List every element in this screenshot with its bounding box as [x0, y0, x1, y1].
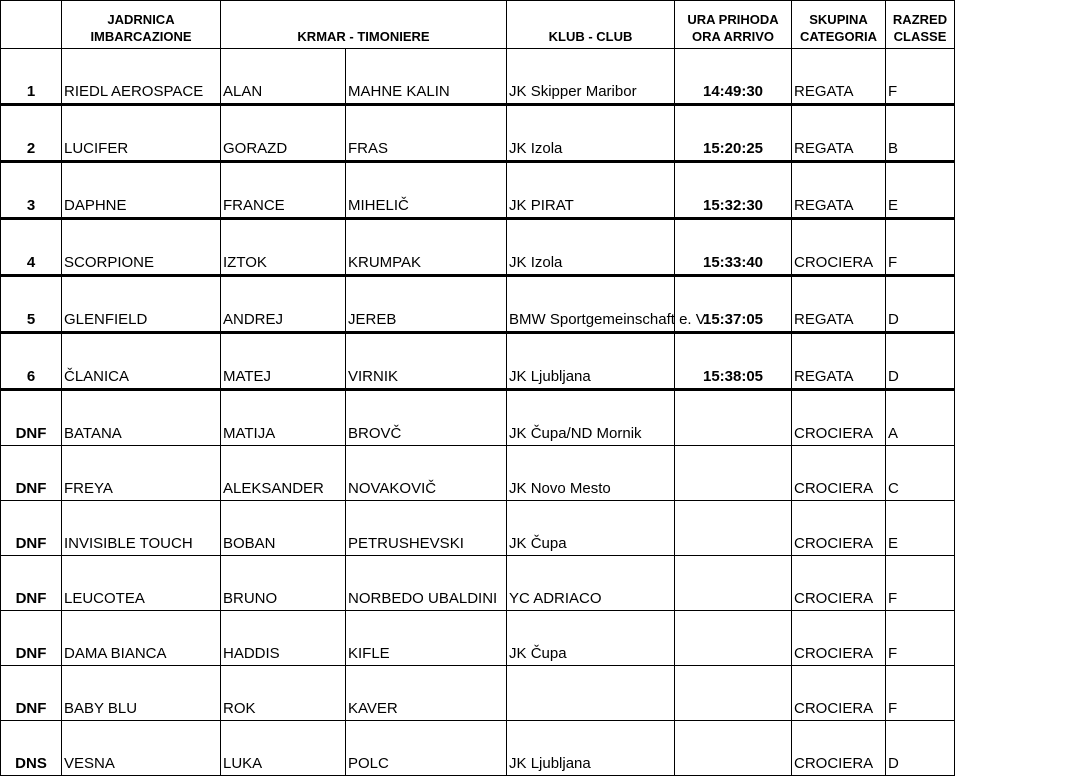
- category-cell: CROCIERA: [792, 219, 886, 276]
- boat-name-cell: BABY BLU: [62, 666, 221, 721]
- category-cell: CROCIERA: [792, 611, 886, 666]
- boat-name-cell: DAMA BIANCA: [62, 611, 221, 666]
- position-cell: 4: [1, 219, 62, 276]
- class-cell: D: [886, 276, 955, 333]
- category-cell: CROCIERA: [792, 446, 886, 501]
- arrival-time-cell: 15:20:25: [675, 105, 792, 162]
- header-boat: JADRNICA IMBARCAZIONE: [62, 1, 221, 49]
- skipper-first-name-cell: MATIJA: [221, 390, 346, 446]
- boat-name-cell: INVISIBLE TOUCH: [62, 501, 221, 556]
- boat-name-cell: DAPHNE: [62, 162, 221, 219]
- club-cell: YC ADRIACO: [507, 556, 675, 611]
- table-row: [1, 721, 955, 776]
- category-cell: REGATA: [792, 276, 886, 333]
- skipper-first-name-cell: HADDIS: [221, 611, 346, 666]
- boat-name-cell: LUCIFER: [62, 105, 221, 162]
- boat-name-cell: GLENFIELD: [62, 276, 221, 333]
- arrival-time-cell: [675, 556, 792, 611]
- skipper-first-name-cell: FRANCE: [221, 162, 346, 219]
- category-cell: REGATA: [792, 49, 886, 105]
- boat-name-cell: ČLANICA: [62, 333, 221, 390]
- skipper-last-name-cell: MIHELIČ: [346, 162, 507, 219]
- club-cell: BMW Sportgemeinschaft e. V.: [507, 276, 675, 333]
- arrival-time-cell: 15:37:05: [675, 276, 792, 333]
- skipper-first-name-cell: MATEJ: [221, 333, 346, 390]
- club-cell: JK Čupa/ND Mornik: [507, 390, 675, 446]
- class-cell: D: [886, 721, 955, 776]
- category-cell: CROCIERA: [792, 390, 886, 446]
- table-row: [1, 162, 955, 219]
- club-cell: JK PIRAT: [507, 162, 675, 219]
- arrival-time-cell: 15:33:40: [675, 219, 792, 276]
- class-cell: D: [886, 333, 955, 390]
- club-cell: JK Čupa: [507, 501, 675, 556]
- position-cell: 6: [1, 333, 62, 390]
- position-cell: 2: [1, 105, 62, 162]
- table-row: [1, 446, 955, 501]
- class-cell: F: [886, 219, 955, 276]
- header-category: SKUPINA CATEGORIA: [792, 1, 886, 49]
- club-cell: JK Ljubljana: [507, 721, 675, 776]
- class-cell: A: [886, 390, 955, 446]
- arrival-time-cell: [675, 390, 792, 446]
- club-cell: [507, 666, 675, 721]
- skipper-first-name-cell: ANDREJ: [221, 276, 346, 333]
- skipper-last-name-cell: PETRUSHEVSKI: [346, 501, 507, 556]
- skipper-last-name-cell: NORBEDO UBALDINI: [346, 556, 507, 611]
- category-cell: REGATA: [792, 162, 886, 219]
- header-row: [1, 1, 955, 49]
- arrival-time-cell: [675, 721, 792, 776]
- table-row: [1, 49, 955, 105]
- table-row: [1, 276, 955, 333]
- arrival-time-cell: [675, 446, 792, 501]
- club-cell: JK Izola: [507, 219, 675, 276]
- class-cell: E: [886, 501, 955, 556]
- skipper-first-name-cell: ALAN: [221, 49, 346, 105]
- position-cell: DNS: [1, 721, 62, 776]
- position-cell: 3: [1, 162, 62, 219]
- skipper-first-name-cell: ALEKSANDER: [221, 446, 346, 501]
- category-cell: CROCIERA: [792, 556, 886, 611]
- position-cell: DNF: [1, 390, 62, 446]
- boat-name-cell: LEUCOTEA: [62, 556, 221, 611]
- boat-name-cell: FREYA: [62, 446, 221, 501]
- skipper-first-name-cell: LUKA: [221, 721, 346, 776]
- skipper-last-name-cell: FRAS: [346, 105, 507, 162]
- skipper-last-name-cell: NOVAKOVIČ: [346, 446, 507, 501]
- skipper-first-name-cell: BOBAN: [221, 501, 346, 556]
- boat-name-cell: BATANA: [62, 390, 221, 446]
- position-cell: DNF: [1, 501, 62, 556]
- category-cell: CROCIERA: [792, 721, 886, 776]
- category-cell: CROCIERA: [792, 501, 886, 556]
- class-cell: B: [886, 105, 955, 162]
- class-cell: E: [886, 162, 955, 219]
- header-skipper: KRMAR - TIMONIERE: [221, 1, 507, 49]
- club-cell: JK Skipper Maribor: [507, 49, 675, 105]
- table-row: [1, 390, 955, 446]
- arrival-time-cell: 14:49:30: [675, 49, 792, 105]
- category-cell: REGATA: [792, 105, 886, 162]
- table-row: [1, 333, 955, 390]
- class-cell: F: [886, 49, 955, 105]
- boat-name-cell: SCORPIONE: [62, 219, 221, 276]
- class-cell: F: [886, 611, 955, 666]
- skipper-last-name-cell: KRUMPAK: [346, 219, 507, 276]
- class-cell: F: [886, 556, 955, 611]
- skipper-last-name-cell: KIFLE: [346, 611, 507, 666]
- arrival-time-cell: [675, 501, 792, 556]
- table-row: [1, 666, 955, 721]
- skipper-first-name-cell: IZTOK: [221, 219, 346, 276]
- club-cell: JK Čupa: [507, 611, 675, 666]
- category-cell: CROCIERA: [792, 666, 886, 721]
- club-cell: JK Ljubljana: [507, 333, 675, 390]
- club-cell: JK Novo Mesto: [507, 446, 675, 501]
- boat-name-cell: RIEDL AEROSPACE: [62, 49, 221, 105]
- skipper-last-name-cell: VIRNIK: [346, 333, 507, 390]
- position-cell: DNF: [1, 666, 62, 721]
- arrival-time-cell: [675, 611, 792, 666]
- skipper-last-name-cell: BROVČ: [346, 390, 507, 446]
- position-cell: DNF: [1, 556, 62, 611]
- club-cell: JK Izola: [507, 105, 675, 162]
- boat-name-cell: VESNA: [62, 721, 221, 776]
- skipper-first-name-cell: BRUNO: [221, 556, 346, 611]
- class-cell: C: [886, 446, 955, 501]
- table-row: [1, 611, 955, 666]
- position-cell: 5: [1, 276, 62, 333]
- skipper-last-name-cell: MAHNE KALIN: [346, 49, 507, 105]
- header-class: RAZRED CLASSE: [886, 1, 955, 49]
- table-row: [1, 556, 955, 611]
- arrival-time-cell: 15:32:30: [675, 162, 792, 219]
- arrival-time-cell: [675, 666, 792, 721]
- header-position: [1, 1, 62, 49]
- position-cell: DNF: [1, 446, 62, 501]
- skipper-first-name-cell: ROK: [221, 666, 346, 721]
- skipper-last-name-cell: JEREB: [346, 276, 507, 333]
- class-cell: F: [886, 666, 955, 721]
- table-row: [1, 219, 955, 276]
- skipper-last-name-cell: POLC: [346, 721, 507, 776]
- skipper-last-name-cell: KAVER: [346, 666, 507, 721]
- skipper-first-name-cell: GORAZD: [221, 105, 346, 162]
- header-time: URA PRIHODA ORA ARRIVO: [675, 1, 792, 49]
- position-cell: 1: [1, 49, 62, 105]
- header-club: KLUB - CLUB: [507, 1, 675, 49]
- position-cell: DNF: [1, 611, 62, 666]
- table-row: [1, 501, 955, 556]
- arrival-time-cell: 15:38:05: [675, 333, 792, 390]
- table-row: [1, 105, 955, 162]
- category-cell: REGATA: [792, 333, 886, 390]
